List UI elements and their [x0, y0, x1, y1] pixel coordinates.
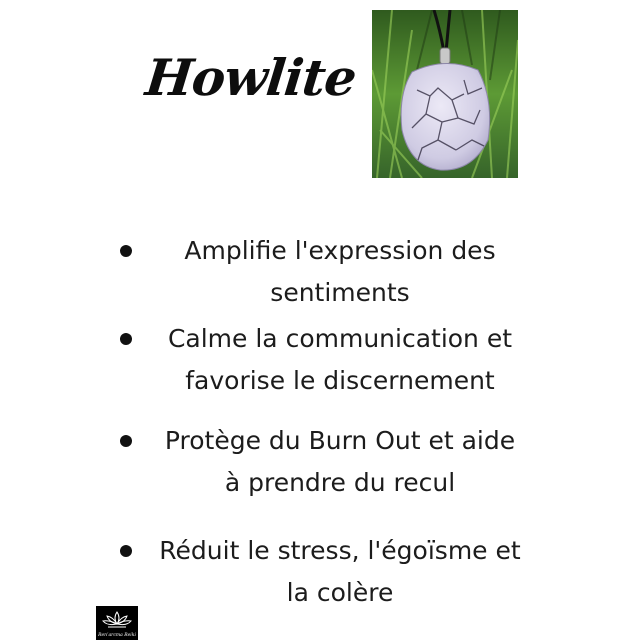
- bullet-text: Protège du Burn Out et aide à prendre du recul: [164, 426, 516, 497]
- bullet-text: Calme la communication et favorise le discernement: [167, 324, 513, 395]
- bullet-icon: [120, 245, 132, 257]
- bullet-text: Amplifie l'expression des sentiments: [184, 236, 496, 307]
- howlite-pendant-photo: [372, 10, 518, 178]
- lotus-logo-icon: [96, 606, 138, 640]
- page-title: Howlite: [142, 48, 359, 107]
- bullet-text: Réduit le stress, l'égoïsme et la colère: [159, 536, 521, 607]
- bullet-icon: [120, 545, 132, 557]
- bullet-icon: [120, 333, 132, 345]
- bullet-icon: [120, 435, 132, 447]
- svg-text:Ren’arcma Reiki: Ren’arcma Reiki: [98, 633, 136, 638]
